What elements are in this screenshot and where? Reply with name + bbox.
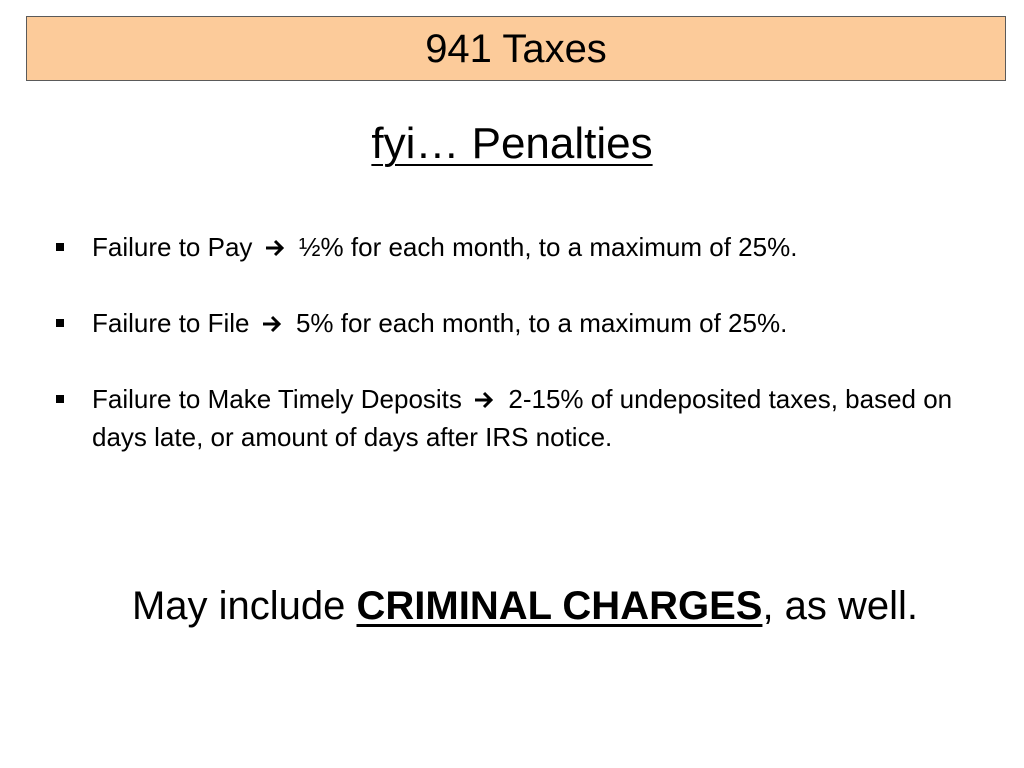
closing-suffix: , as well. [762, 584, 919, 628]
penalty-description: 2-15% of undeposited taxes, based on days late, or amount of days after IRS notice. [92, 384, 953, 452]
subtitle-text: fyi… Penalties [371, 119, 653, 168]
penalty-label: Failure to Make Timely Deposits [92, 384, 462, 414]
square-bullet-icon [56, 395, 64, 403]
square-bullet-icon [56, 319, 64, 327]
title-bar [26, 16, 1006, 81]
square-bullet-icon [56, 243, 64, 251]
penalty-description: ½% for each month, to a maximum of 25%. [298, 232, 798, 262]
closing-emphasis: CRIMINAL CHARGES [356, 584, 763, 628]
slide-subtitle [0, 120, 1024, 168]
arrow-right-icon [264, 239, 286, 257]
arrow-right-icon [473, 391, 495, 409]
closing-statement [0, 584, 1024, 628]
slide-title: 941 Taxes [425, 26, 607, 71]
arrow-right-icon [261, 315, 283, 333]
penalty-label: Failure to File [92, 308, 250, 338]
penalty-label: Failure to Pay [92, 232, 253, 262]
list-item [56, 304, 976, 342]
penalty-description: 5% for each month, to a maximum of 25%. [295, 308, 788, 338]
list-item [56, 380, 976, 456]
list-item [56, 228, 976, 266]
closing-prefix: May include [131, 584, 357, 628]
penalty-list [56, 228, 976, 494]
